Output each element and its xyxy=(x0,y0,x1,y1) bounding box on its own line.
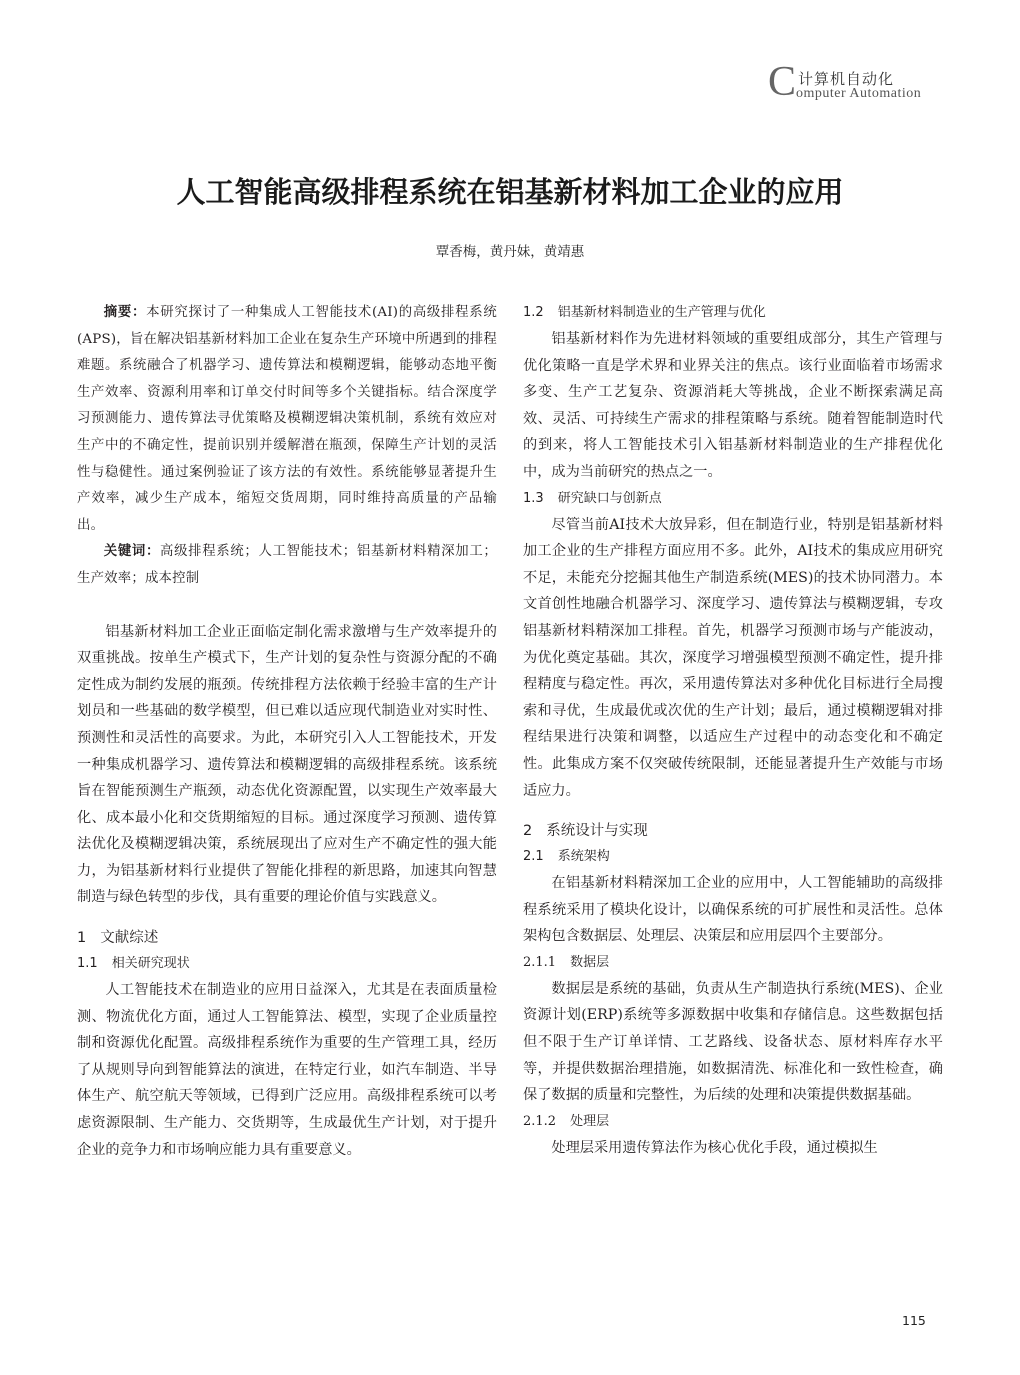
journal-name-cn: 计算机自动化 xyxy=(798,70,895,88)
abstract-text: 本研究探讨了一种集成人工智能技术(AI)的高级排程系统(APS)，旨在解决铝基新材料加工企业在复杂生产环境中所遇到的排程难题。系统融合了机器学习、遗传算法和模糊逻辑，能够动态地平衡生产效率、资源利用率和订单交付时间等多个关键指标。结合深度学习预测能力、遗传算法寻优策略及模糊逻辑决策机制，系统有效应对生产中的不确定性，提前识别并缓解潜在瓶颈，保障生产计划的灵活性与稳健性。通过案例验证了该方法的有效性。系统能够显著提升生产效率，减少生产成本，缩短交货周期，同时维持高质量的产品输出。 xyxy=(77,305,497,533)
section-1-3-text: 尽管当前AI技术大放异彩，但在制造行业，特别是铝基新材料加工企业的生产排程方面应用不多。此外，AI技术的集成应用研究不足，未能充分挖掘其他生产制造系统(MES)的技术协同潜力。本文首创性地融合机器学习、深度学习、遗传算法与模糊逻辑，专攻铝基新材料精深加工排程。首先，机器学习预测市场与产能波动，为优化奠定基础。其次，深度学习增强模型预测不确定性，提升排程精度与稳定性。再次，采用遗传算法对多种优化目标进行全局搜索和寻优，生成最优或次优的生产计划；最后，通过模糊逻辑对排程结果进行决策和调整，以适应生产过程中的动态变化和不确定性。此集成方案不仅突破传统限制，还能显著提升生产效能与市场适应力。 xyxy=(523,516,943,799)
keywords xyxy=(77,539,497,592)
left-column xyxy=(77,300,497,1163)
paper-title: 人工智能高级排程系统在铝基新材料加工企业的应用 xyxy=(176,175,844,209)
section-heading-1-3: 1.3 研究缺口与创新点 xyxy=(523,490,662,506)
section-2-1-2-text: 处理层采用遗传算法作为核心优化手段，通过模拟生 xyxy=(551,1139,878,1156)
right-column xyxy=(523,300,943,1161)
spacer xyxy=(77,593,497,619)
section-heading-2: 2 系统设计与实现 xyxy=(523,823,648,840)
section-heading-1-1: 1.1 相关研究现状 xyxy=(77,956,190,972)
section-2-1-1-text: 数据层是系统的基础，负责从生产制造执行系统(MES)、企业资源计划(ERP)系统等多源数据中收集和存储信息。这些数据包括但不限于生产订单详情、工艺路线、设备状态、原材料库存水平等，并提供数据治理措施，如数据清洗、标准化和一致性检查，确保了数据的质量和完整性，为后续的处理和决策提供数据基础。 xyxy=(523,980,943,1104)
section-heading-2-1: 2.1 系统架构 xyxy=(523,849,610,865)
section-heading-2-1-1: 2.1.1 数据层 xyxy=(523,954,610,970)
section-1-1-text: 人工智能技术在制造业的应用日益深入，尤其是在表面质量检测、物流优化方面，通过人工智能算法、模型，实现了企业质量控制和资源优化配置。高级排程系统作为重要的生产管理工具，经历了从规则导向到智能算法的演进，在特定行业，如汽车制造、半导体生产、航空航天等领域，已得到广泛应用。高级排程系统可以考虑资源限制、生产能力、交货期等，生成最优生产计划，对于提升企业的竞争力和市场响应能力具有重要意义。 xyxy=(77,982,497,1158)
journal-logo-initial: C xyxy=(768,59,797,105)
section-heading-2-1-2: 2.1.2 处理层 xyxy=(523,1113,610,1129)
section-2-1-text: 在铝基新材料精深加工企业的应用中，人工智能辅助的高级排程系统采用了模块化设计，以确保系统的可扩展性和灵活性。总体架构包含数据层、处理层、决策层和应用层四个主要部分。 xyxy=(523,875,943,945)
intro-paragraph: 铝基新材料加工企业正面临定制化需求激增与生产效率提升的双重挑战。按单生产模式下，生产计划的复杂性与资源分配的不确定性成为制约发展的瓶颈。传统排程方法依赖于经验丰富的生产计划员和一些基础的数学模型，但已难以适应现代制造业对实时性、预测性和灵活性的高要求。为此，本研究引入人工智能技术，开发一种集成机器学习、遗传算法和模糊逻辑的高级排程系统。该系统旨在智能预测生产瓶颈，动态优化资源配置，以实现生产效率最大化、成本最小化和交货期缩短的目标。通过深度学习预测、遗传算法优化及模糊逻辑决策，系统展现出了应对生产不确定性的强大能力，为铝基新材料行业提供了智能化排程的新思路，加速其向智慧制造与绿色转型的步伐，具有重要的理论价值与实践意义。 xyxy=(77,623,497,906)
section-heading-1: 1 文献综述 xyxy=(77,930,159,947)
keywords-label: 关键词： xyxy=(103,544,161,560)
paper-authors: 覃香梅，黄丹妹，黄靖惠 xyxy=(435,244,585,260)
spacer xyxy=(77,911,497,925)
keywords-text: 高级排程系统；人工智能技术；铝基新材料精深加工；生产效率；成本控制 xyxy=(77,544,497,586)
section-1-2-text: 铝基新材料作为先进材料领域的重要组成部分，其生产管理与优化策略一直是学术界和业界关注的焦点。该行业面临着市场需求多变、生产工艺复杂、资源消耗大等挑战，企业不断探索满足高效、灵活、可持续生产需求的排程策略与系统。随着智能制造时代的到来，将人工智能技术引入铝基新材料制造业的生产排程优化中，成为当前研究的热点之一。 xyxy=(523,331,943,480)
page-number: 115 xyxy=(902,1313,926,1328)
spacer xyxy=(523,804,943,818)
abstract-label: 摘要： xyxy=(103,305,147,320)
abstract xyxy=(77,300,497,539)
journal-name-en: omputer Automation xyxy=(796,86,922,101)
journal-logo xyxy=(768,59,938,106)
section-heading-1-2: 1.2 铝基新材料制造业的生产管理与优化 xyxy=(523,305,766,320)
